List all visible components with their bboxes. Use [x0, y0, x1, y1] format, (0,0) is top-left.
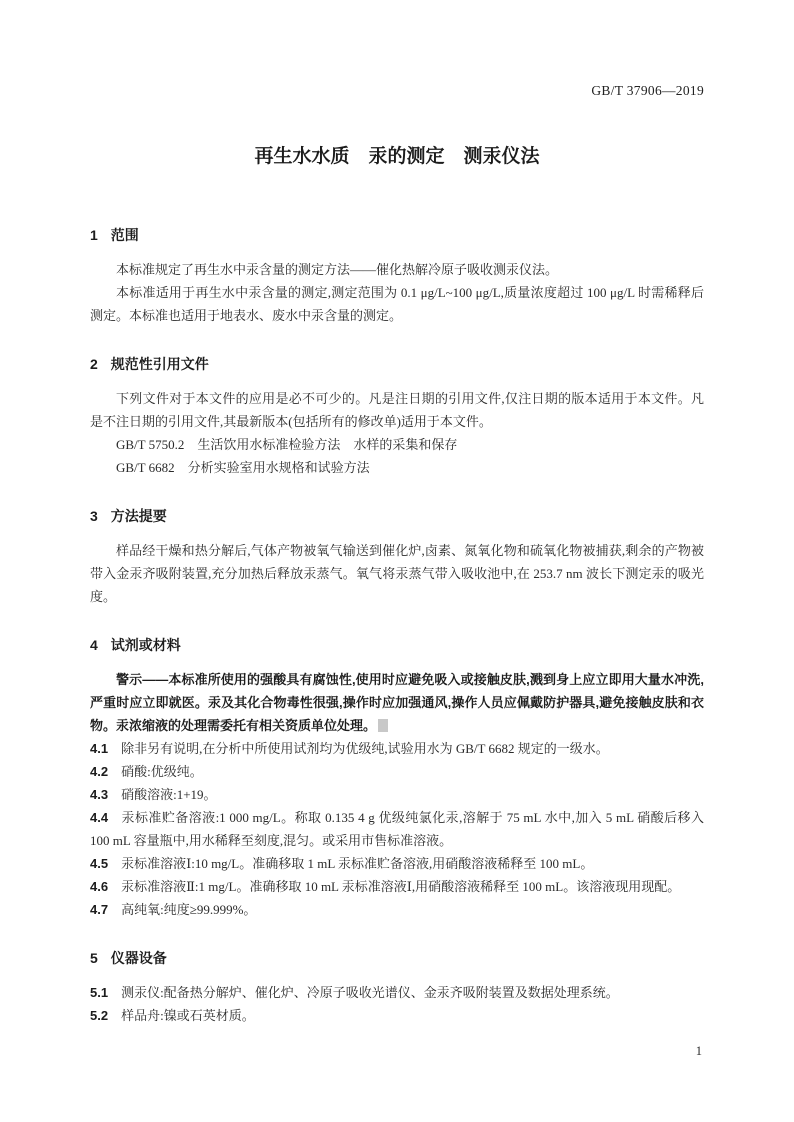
- clause: [90, 783, 704, 806]
- section-reagents-materials: [90, 634, 704, 921]
- clause: [90, 1004, 704, 1027]
- clause-number: 4.2: [90, 764, 109, 779]
- section-number: 5: [90, 950, 98, 966]
- clause-number: 5.2: [90, 1008, 109, 1023]
- section-number: 2: [90, 356, 98, 372]
- clause: [90, 981, 704, 1004]
- section-number: 3: [90, 508, 98, 524]
- clause-number: 4.6: [90, 879, 109, 894]
- section-title-text: 规范性引用文件: [110, 356, 209, 372]
- section-scope: [90, 224, 704, 327]
- clause-number: 4.3: [90, 787, 109, 802]
- warning-paragraph: [90, 668, 704, 737]
- clause: [90, 898, 704, 921]
- clause-text: 硝酸溶液:1+19。: [121, 787, 217, 802]
- section-heading: [90, 634, 704, 656]
- reference-item: GB/T 5750.2 生活饮用水标准检验方法 水样的采集和保存: [116, 437, 458, 452]
- clause: [90, 875, 704, 898]
- section-number: 1: [90, 227, 98, 243]
- warning-text: 警示——本标准所使用的强酸具有腐蚀性,使用时应避免吸入或接触皮肤,溅到身上应立即用大量水冲洗,严重时应立即就医。汞及其化合物毒性很强,操作时应加强通风,操作人员应佩戴防护器具,避免接触皮肤和衣物。汞浓缩液的处理需委托有相关资质单位处理。: [90, 672, 704, 733]
- section-instruments: [90, 947, 704, 1027]
- section-number: 4: [90, 637, 98, 653]
- clause: [90, 760, 704, 783]
- section-title-text: 试剂或材料: [110, 637, 181, 653]
- clause-text: 高纯氧:纯度≥99.999%。: [121, 902, 257, 917]
- clause-number: 4.1: [90, 741, 109, 756]
- clause-number: 4.7: [90, 902, 109, 917]
- document-title: 再生水水质 汞的测定 测汞仪法: [254, 146, 540, 167]
- clause-text: 汞标准溶液Ⅱ:1 mg/L。准确移取 10 mL 汞标准溶液Ⅰ,用硝酸溶液稀释至 100 mL。该溶液现用现配。: [121, 879, 681, 894]
- section-normative-references: [90, 353, 704, 479]
- clause: [90, 806, 704, 852]
- section-heading: [90, 947, 704, 969]
- section-title-text: 方法提要: [110, 508, 167, 524]
- section-heading: [90, 224, 704, 246]
- section-title-text: 仪器设备: [110, 950, 167, 966]
- section-title-text: 范围: [110, 227, 139, 243]
- clause-text: 除非另有说明,在分析中所使用试剂均为优级纯,试验用水为 GB/T 6682 规定的一级水。: [121, 741, 609, 756]
- clause-text: 样品舟:镍或石英材质。: [121, 1008, 255, 1023]
- page-number: 1: [695, 1044, 702, 1058]
- standard-number: GB/T 37906—2019: [591, 83, 704, 98]
- paragraph: 本标准适用于再生水中汞含量的测定,测定范围为 0.1 μg/L~100 μg/L,质量浓度超过 100 μg/L 时需稀释后测定。本标准也适用于地表水、废水中汞含量的测定。: [90, 285, 704, 323]
- highlight-artifact: [378, 719, 388, 732]
- section-method-summary: [90, 505, 704, 608]
- clause-number: 4.4: [90, 810, 109, 825]
- clause-text: 汞标准溶液Ⅰ:10 mg/L。准确移取 1 mL 汞标准贮备溶液,用硝酸溶液稀释至 100 mL。: [121, 856, 594, 871]
- reference-item: GB/T 6682 分析实验室用水规格和试验方法: [116, 460, 370, 475]
- section-heading: [90, 505, 704, 527]
- paragraph: 样品经干燥和热分解后,气体产物被氧气输送到催化炉,卤素、氮氧化物和硫氧化物被捕获,剩余的产物被带入金汞齐吸附装置,充分加热后释放汞蒸气。氧气将汞蒸气带入吸收池中,在 253.7 nm 波长下测定汞的吸光度。: [90, 543, 704, 604]
- clause-text: 汞标准贮备溶液:1 000 mg/L。称取 0.135 4 g 优级纯氯化汞,溶解于 75 mL 水中,加入 5 mL 硝酸后移入 100 mL 容量瓶中,用水稀释至刻度,混匀。或采用市售标准溶液。: [90, 810, 704, 848]
- clause: [90, 852, 704, 875]
- clause-number: 5.1: [90, 985, 109, 1000]
- clause-text: 测汞仪:配备热分解炉、催化炉、冷原子吸收光谱仪、金汞齐吸附装置及数据处理系统。: [121, 985, 619, 1000]
- section-heading: [90, 353, 704, 375]
- clause-text: 硝酸:优级纯。: [121, 764, 203, 779]
- paragraph: 本标准规定了再生水中汞含量的测定方法——催化热解冷原子吸收测汞仪法。: [116, 262, 559, 277]
- paragraph: 下列文件对于本文件的应用是必不可少的。凡是注日期的引用文件,仅注日期的版本适用于本文件。凡是不注日期的引用文件,其最新版本(包括所有的修改单)适用于本文件。: [90, 391, 704, 429]
- clause: [90, 737, 704, 760]
- clause-number: 4.5: [90, 856, 109, 871]
